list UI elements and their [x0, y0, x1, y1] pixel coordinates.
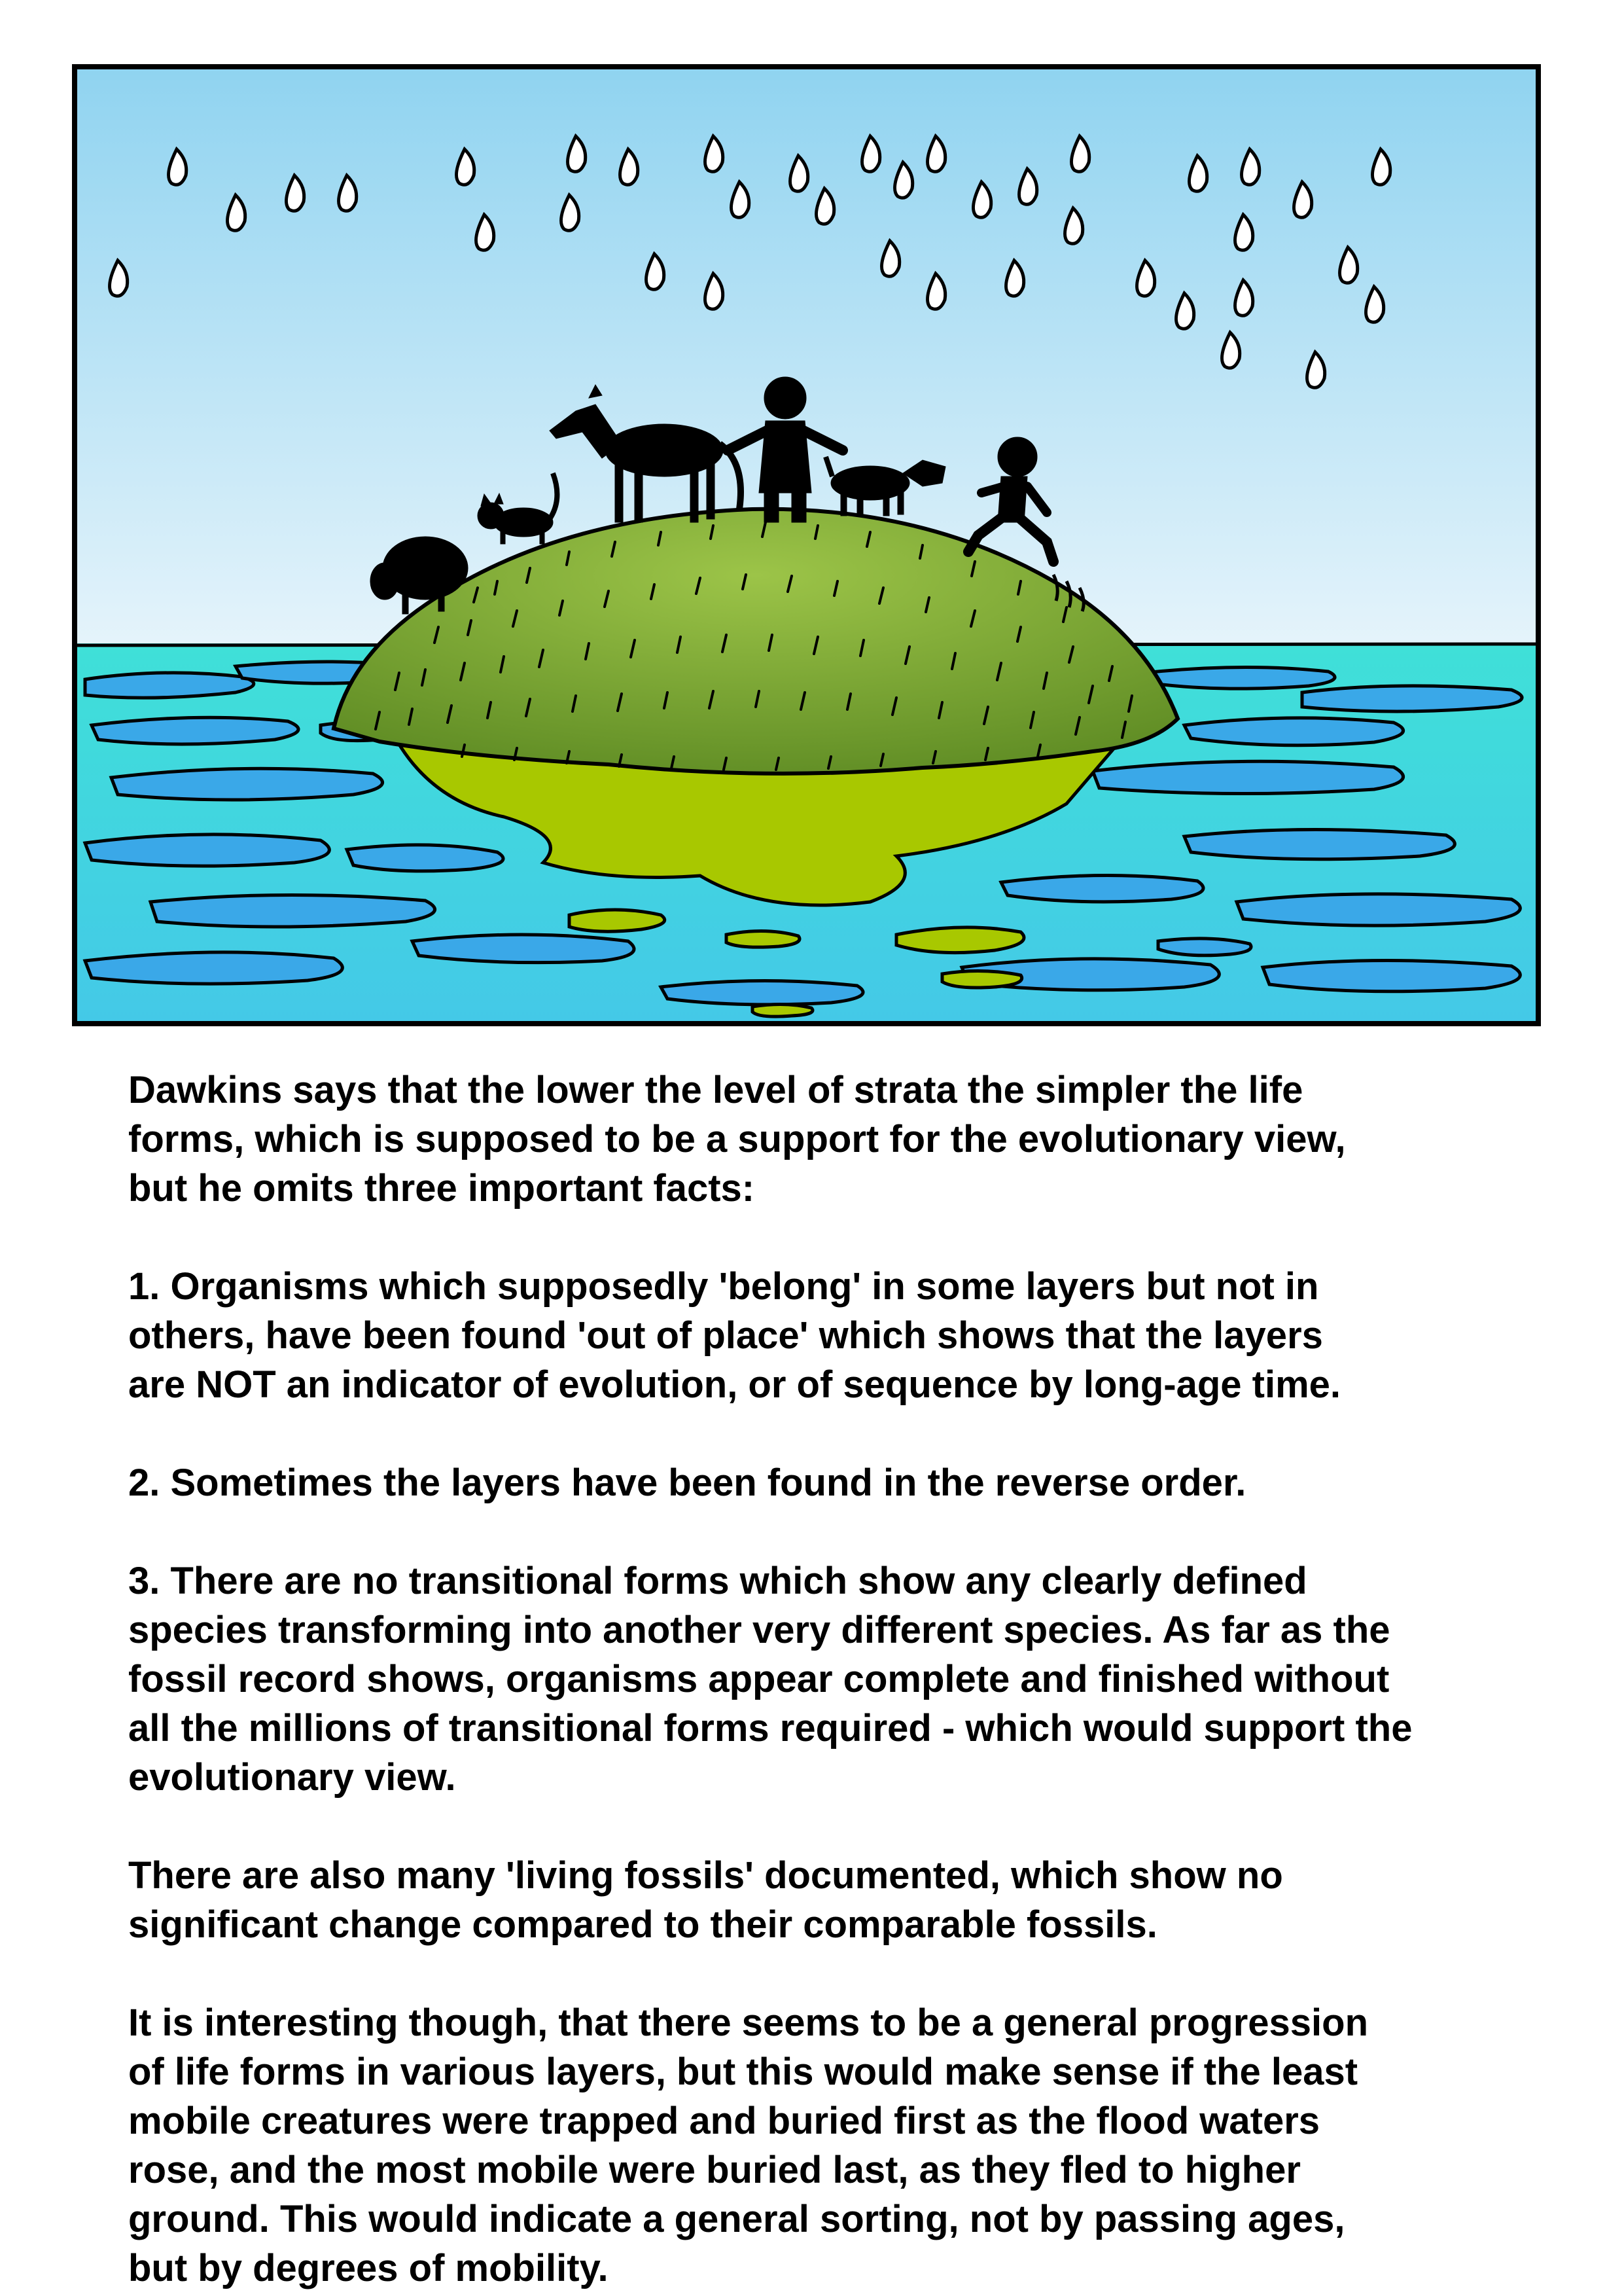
paragraph-intro: Dawkins says that the lower the level of strata the simpler the life forms, which is supposed to be a support for the evolutionary view, but he omits three important facts: — [128, 1069, 1346, 1210]
paragraph-living-fossils: There are also many 'living fossils' documented, which show no significant change compared to their comparable fossils. — [128, 1854, 1283, 1946]
paragraph-fact-2: 2. Sometimes the layers have been found in the reverse order. — [128, 1462, 1246, 1504]
paragraph-fact-3: 3. There are no transitional forms which show any clearly defined species transforming into another very different species. As far as the fossil record shows, organisms appear complete and finished without all the millions of transitional forms required - which would support the evolutionary view. — [128, 1560, 1413, 1799]
body-text — [128, 1066, 1568, 2293]
flood-island-illustration — [72, 64, 1541, 1026]
paragraph-conclusion: It is interesting though, that there seems to be a general progression of life forms in various layers, but this would make sense if the least mobile creatures were trapped and buried first as the flood waters rose, and the most mobile were buried last, as they fled to higher ground. This would indicate a general sorting, not by passing ages, but by degrees of mobility. — [128, 2001, 1369, 2289]
paragraph-fact-1: 1. Organisms which supposedly 'belong' in some layers but not in others, have been found 'out of place' which shows that the layers are NOT an indicator of evolution, or of sequence by long-age time. — [128, 1265, 1341, 1406]
